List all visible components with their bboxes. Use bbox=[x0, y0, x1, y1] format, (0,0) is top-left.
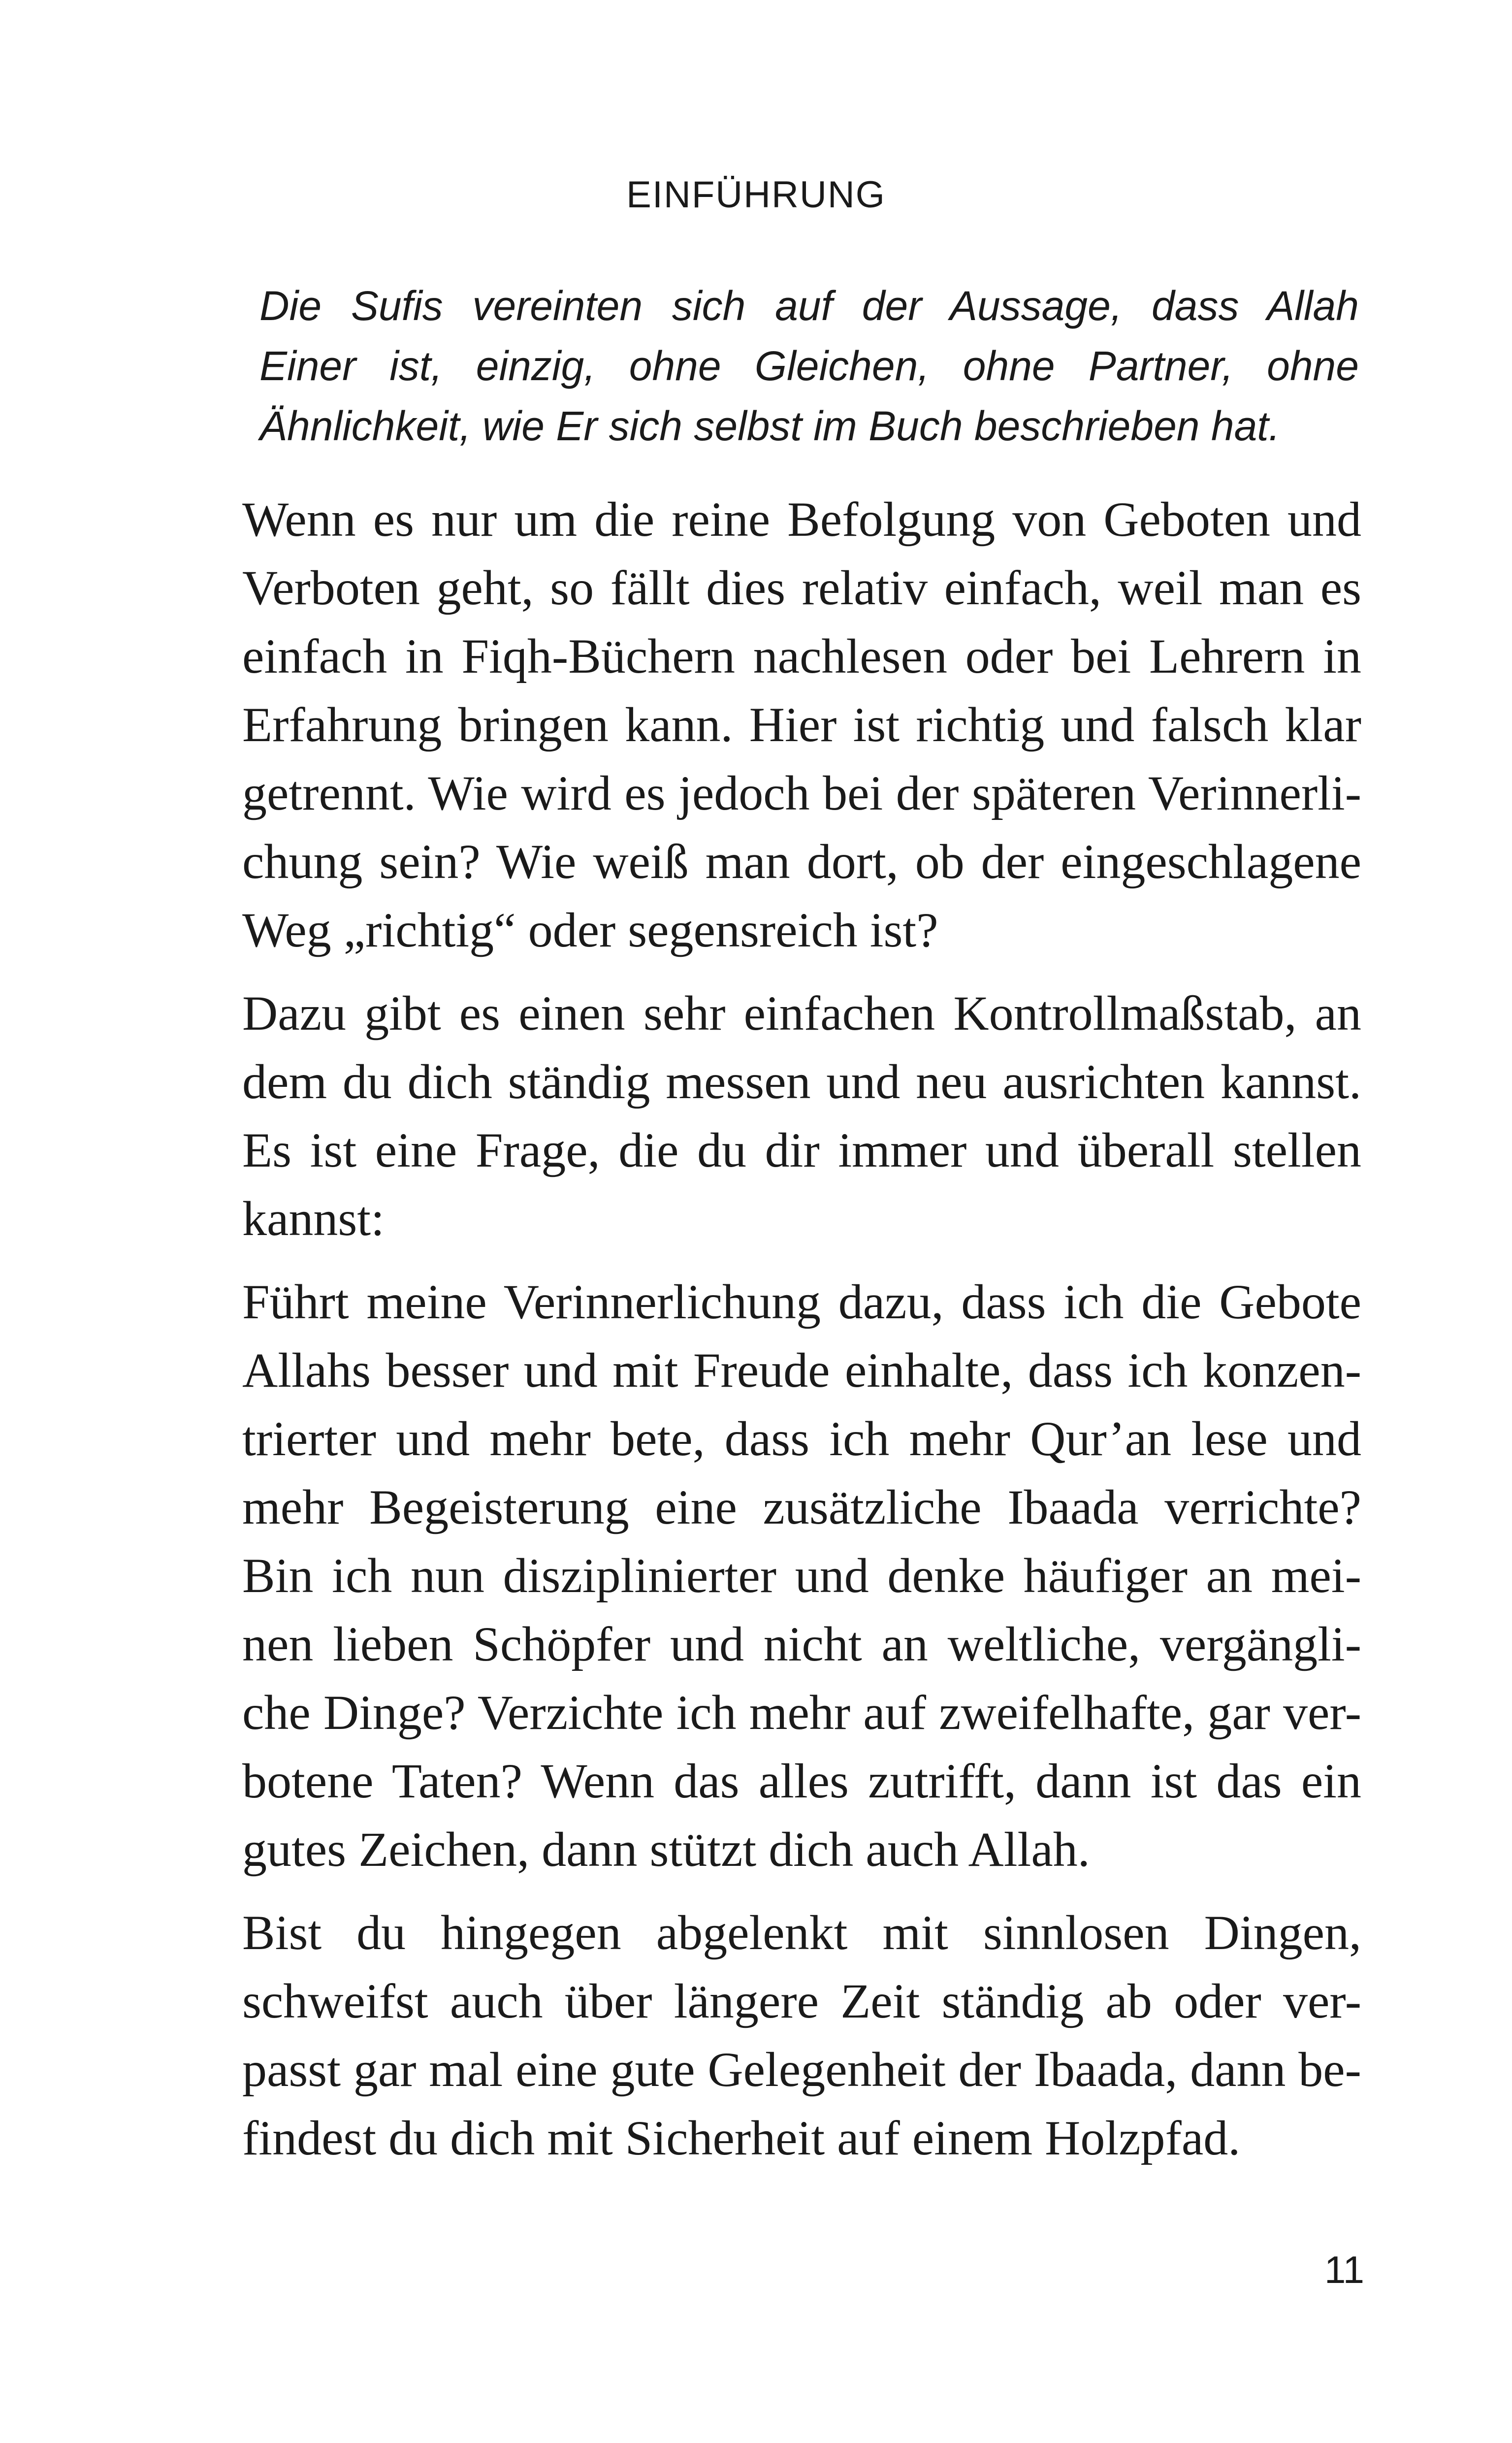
text-line: Allahs besser und mit Freude einhalte, dass ich konzen- bbox=[242, 1343, 1361, 1398]
body-text bbox=[236, 485, 1361, 2187]
text-line: einfach in Fiqh-Büchern nachlesen oder bei Lehrern in bbox=[242, 629, 1361, 684]
paragraph-2 bbox=[236, 979, 1361, 1253]
quote-line: Die Sufis vereinten sich auf der Aussage, dass Allah bbox=[259, 283, 1359, 329]
text-line: botene Taten? Wenn das alles zutrifft, dann ist das ein bbox=[242, 1754, 1361, 1808]
text-line: gutes Zeichen, dann stützt dich auch Allah. bbox=[242, 1822, 1090, 1877]
quote-line: Einer ist, einzig, ohne Gleichen, ohne Partner, ohne bbox=[259, 343, 1359, 389]
text-line: Verboten geht, so fällt dies relativ einfach, weil man es bbox=[242, 560, 1361, 615]
text-line: mehr Begeisterung eine zusätzliche Ibaada verrichte? bbox=[242, 1480, 1361, 1534]
text-line: nen lieben Schöpfer und nicht an weltliche, vergängli- bbox=[242, 1617, 1361, 1671]
text-line: dem du dich ständig messen und neu ausrichten kannst. bbox=[242, 1054, 1361, 1109]
paragraph-1 bbox=[236, 485, 1361, 964]
text-line: Wenn es nur um die reine Befolgung von Geboten und bbox=[242, 492, 1361, 547]
text-line: schweifst auch über längere Zeit ständig ab oder ver- bbox=[242, 1974, 1361, 2028]
text-line: trierter und mehr bete, dass ich mehr Qur’an lese und bbox=[242, 1411, 1361, 1466]
quote-line: Ähnlichkeit, wie Er sich selbst im Buch beschrieben hat. bbox=[259, 403, 1280, 449]
text-line: Dazu gibt es einen sehr einfachen Kontrollmaßstab, an bbox=[242, 986, 1361, 1041]
running-header: EINFÜHRUNG bbox=[626, 174, 886, 216]
text-line: getrennt. Wie wird es jedoch bei der späteren Verinnerli- bbox=[242, 766, 1361, 820]
text-line: kannst: bbox=[242, 1191, 385, 1246]
text-line: Es ist eine Frage, die du dir immer und überall stellen bbox=[242, 1123, 1361, 1177]
text-line: Bist du hingegen abgelenkt mit sinnlosen Dingen, bbox=[242, 1905, 1361, 1960]
text-line: passt gar mal eine gute Gelegenheit der Ibaada, dann be- bbox=[242, 2042, 1361, 2097]
epigraph-quote bbox=[259, 276, 1359, 456]
text-line: che Dinge? Verzichte ich mehr auf zweifelhafte, gar ver- bbox=[242, 1685, 1361, 1740]
text-line: Weg „richtig“ oder segensreich ist? bbox=[242, 903, 938, 957]
paragraph-4 bbox=[236, 1898, 1361, 2172]
text-line: Erfahrung bringen kann. Hier ist richtig und falsch klar bbox=[242, 697, 1361, 752]
paragraph-3 bbox=[236, 1268, 1361, 1884]
text-line: Bin ich nun disziplinierter und denke häufiger an mei- bbox=[242, 1548, 1361, 1603]
page-number: 11 bbox=[1324, 2248, 1364, 2291]
text-line: Führt meine Verinnerlichung dazu, dass ich die Gebote bbox=[242, 1274, 1361, 1329]
text-line: findest du dich mit Sicherheit auf einem Holzpfad. bbox=[242, 2111, 1241, 2165]
text-line: chung sein? Wie weiß man dort, ob der eingeschlagene bbox=[242, 834, 1361, 889]
